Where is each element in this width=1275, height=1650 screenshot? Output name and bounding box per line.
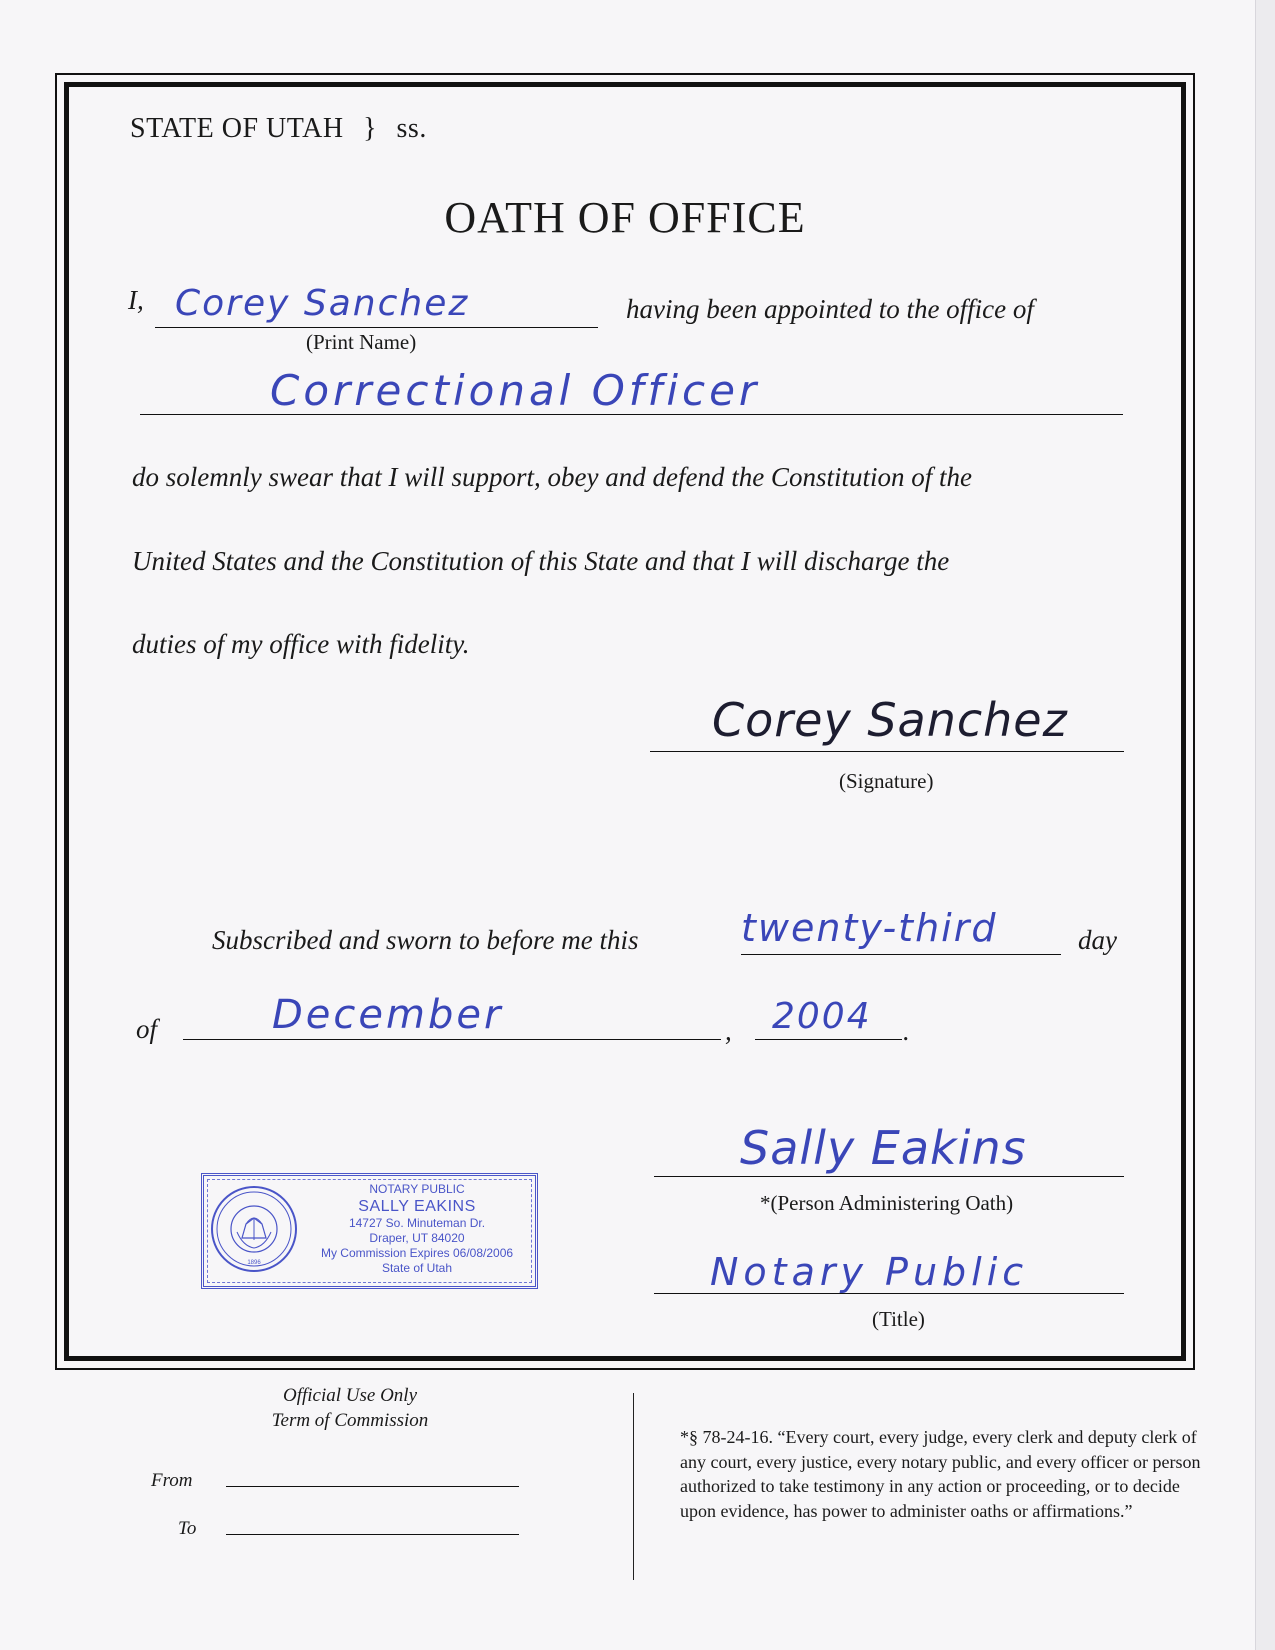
official-use-label: Official Use Only <box>282 1385 418 1406</box>
brace-glyph: } <box>363 113 378 144</box>
signature-value: Corey Sanchez <box>712 693 1068 747</box>
term-label: Term of Commission <box>271 1410 429 1431</box>
stamp-text <box>299 1182 535 1276</box>
state-heading <box>130 113 427 145</box>
signature-caption: (Signature) <box>839 769 934 793</box>
oath-body-line-3: duties of my office with fidelity. <box>132 629 470 659</box>
month-value: December <box>272 992 504 1038</box>
stamp-line-3: 14727 So. Minuteman Dr. <box>348 1216 486 1230</box>
of-word: of <box>136 1014 158 1044</box>
stamp-notary-name: SALLY EAKINS <box>358 1198 476 1215</box>
notary-stamp <box>201 1173 538 1289</box>
print-name-caption: (Print Name) <box>306 330 417 354</box>
day-word: day <box>1078 925 1117 955</box>
period-glyph: . <box>903 1016 910 1046</box>
page-edge <box>1255 0 1275 1650</box>
appointed-text: having been appointed to the office of <box>626 294 1034 324</box>
year-value: 2004 <box>772 996 872 1037</box>
oath-prefix: I, <box>128 285 144 315</box>
administrator-signature: Sally Eakins <box>740 1121 1027 1175</box>
print-name-value: Corey Sanchez <box>175 283 470 324</box>
state-name: STATE OF UTAH <box>130 113 344 144</box>
month-line <box>183 1039 721 1040</box>
sworn-lead-text: Subscribed and sworn to before me this <box>212 925 639 955</box>
title-caption: (Title) <box>872 1307 925 1331</box>
oath-body-line-1: do solemnly swear that I will support, obey and defend the Constitution of the <box>132 462 972 492</box>
stamp-line-5: My Commission Expires 06/08/2006 <box>320 1246 514 1260</box>
title-value: Notary Public <box>710 1250 1029 1294</box>
office-value: Correctional Officer <box>270 366 761 415</box>
ss-abbrev: ss. <box>396 113 427 144</box>
from-label: From <box>151 1470 193 1491</box>
day-value: twenty-third <box>741 906 998 950</box>
statute-text: *§ 78-24-16. “Every court, every judge, every clerk and deputy clerk of any court, every justice, every notary public, and every officer or person authorized to take testimony in any action or proceeding, or to decide upon evidence, has power to administer oaths or affirmations.” <box>680 1427 1201 1521</box>
print-name-line <box>155 327 598 328</box>
stamp-line-1: NOTARY PUBLIC <box>369 1182 465 1196</box>
page-title: OATH OF OFFICE <box>444 193 806 242</box>
to-label: To <box>178 1518 197 1539</box>
oath-body-line-2: United States and the Constitution of this State and that I will discharge the <box>132 546 950 576</box>
stamp-line-6: State of Utah <box>381 1261 453 1275</box>
year-line <box>755 1039 902 1040</box>
to-line <box>226 1534 519 1535</box>
signature-line <box>650 751 1124 752</box>
footer-divider <box>633 1393 634 1580</box>
state-seal-icon <box>211 1186 297 1272</box>
stamp-line-4: Draper, UT 84020 <box>369 1231 465 1245</box>
day-line <box>741 954 1061 955</box>
administrator-caption: *(Person Administering Oath) <box>760 1191 1014 1215</box>
comma-glyph: , <box>725 1016 732 1046</box>
seal-year: 1896 <box>247 1260 261 1266</box>
from-line <box>226 1486 519 1487</box>
administrator-line <box>654 1176 1124 1177</box>
